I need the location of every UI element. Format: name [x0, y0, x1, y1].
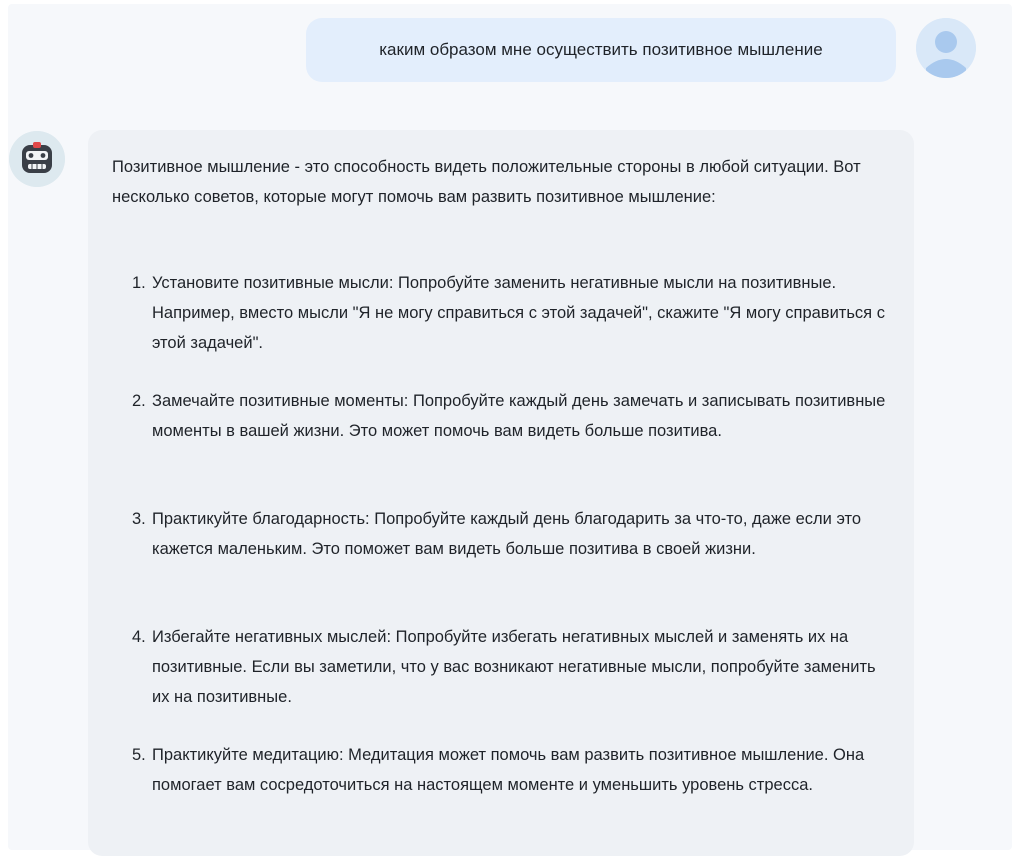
list-item: [132, 386, 892, 446]
chat-area: [8, 4, 1012, 850]
robot-avatar-icon: [9, 131, 65, 187]
list-item-text: Замечайте позитивные моменты: Попробуйте каждый день замечать и записывать позитивные моменты в вашей жизни. Это может помочь вам видеть больше позитива.: [152, 392, 886, 440]
user-avatar-icon: [916, 18, 976, 78]
list-item-number: 3.: [132, 510, 146, 528]
tips-list: [88, 130, 914, 856]
list-item: [132, 268, 892, 358]
list-item-number: 5.: [132, 746, 146, 764]
list-item-text: Избегайте негативных мыслей: Попробуйте избегать негативных мыслей и заменять их на позитивные. Если вы заметили, что у вас возникают негативные мысли, попробуйте заменить их на позитивные.: [152, 628, 876, 706]
list-item-text: Практикуйте благодарность: Попробуйте каждый день благодарить за что-то, даже если это кажется маленьким. Это поможет вам видеть больше позитива в своей жизни.: [152, 510, 862, 558]
list-item: [132, 504, 892, 564]
list-item: [132, 740, 892, 800]
list-item-number: 4.: [132, 628, 146, 646]
user-message-text: каким образом мне осуществить позитивное мышление: [379, 40, 823, 59]
list-item-text: Установите позитивные мысли: Попробуйте заменить негативные мысли на позитивные. Например, вместо мысли "Я не могу справиться с этой задачей", скажите "Я могу справиться с этой задачей".: [152, 274, 885, 352]
user-message-bubble: [306, 18, 896, 82]
bot-message-bubble: [88, 130, 914, 856]
list-item-text: Практикуйте медитацию: Медитация может помочь вам развить позитивное мышление. Она помогает вам сосредоточиться на настоящем моменте и уменьшить уровень стресса.: [152, 746, 865, 794]
list-item: [132, 622, 892, 712]
list-item-number: 2.: [132, 392, 146, 410]
list-item-number: 1.: [132, 274, 146, 292]
bot-intro-text: Позитивное мышление - это способность видеть положительные стороны в любой ситуации. Вот несколько советов, которые могут помочь вам развить позитивное мышление:: [112, 158, 861, 206]
